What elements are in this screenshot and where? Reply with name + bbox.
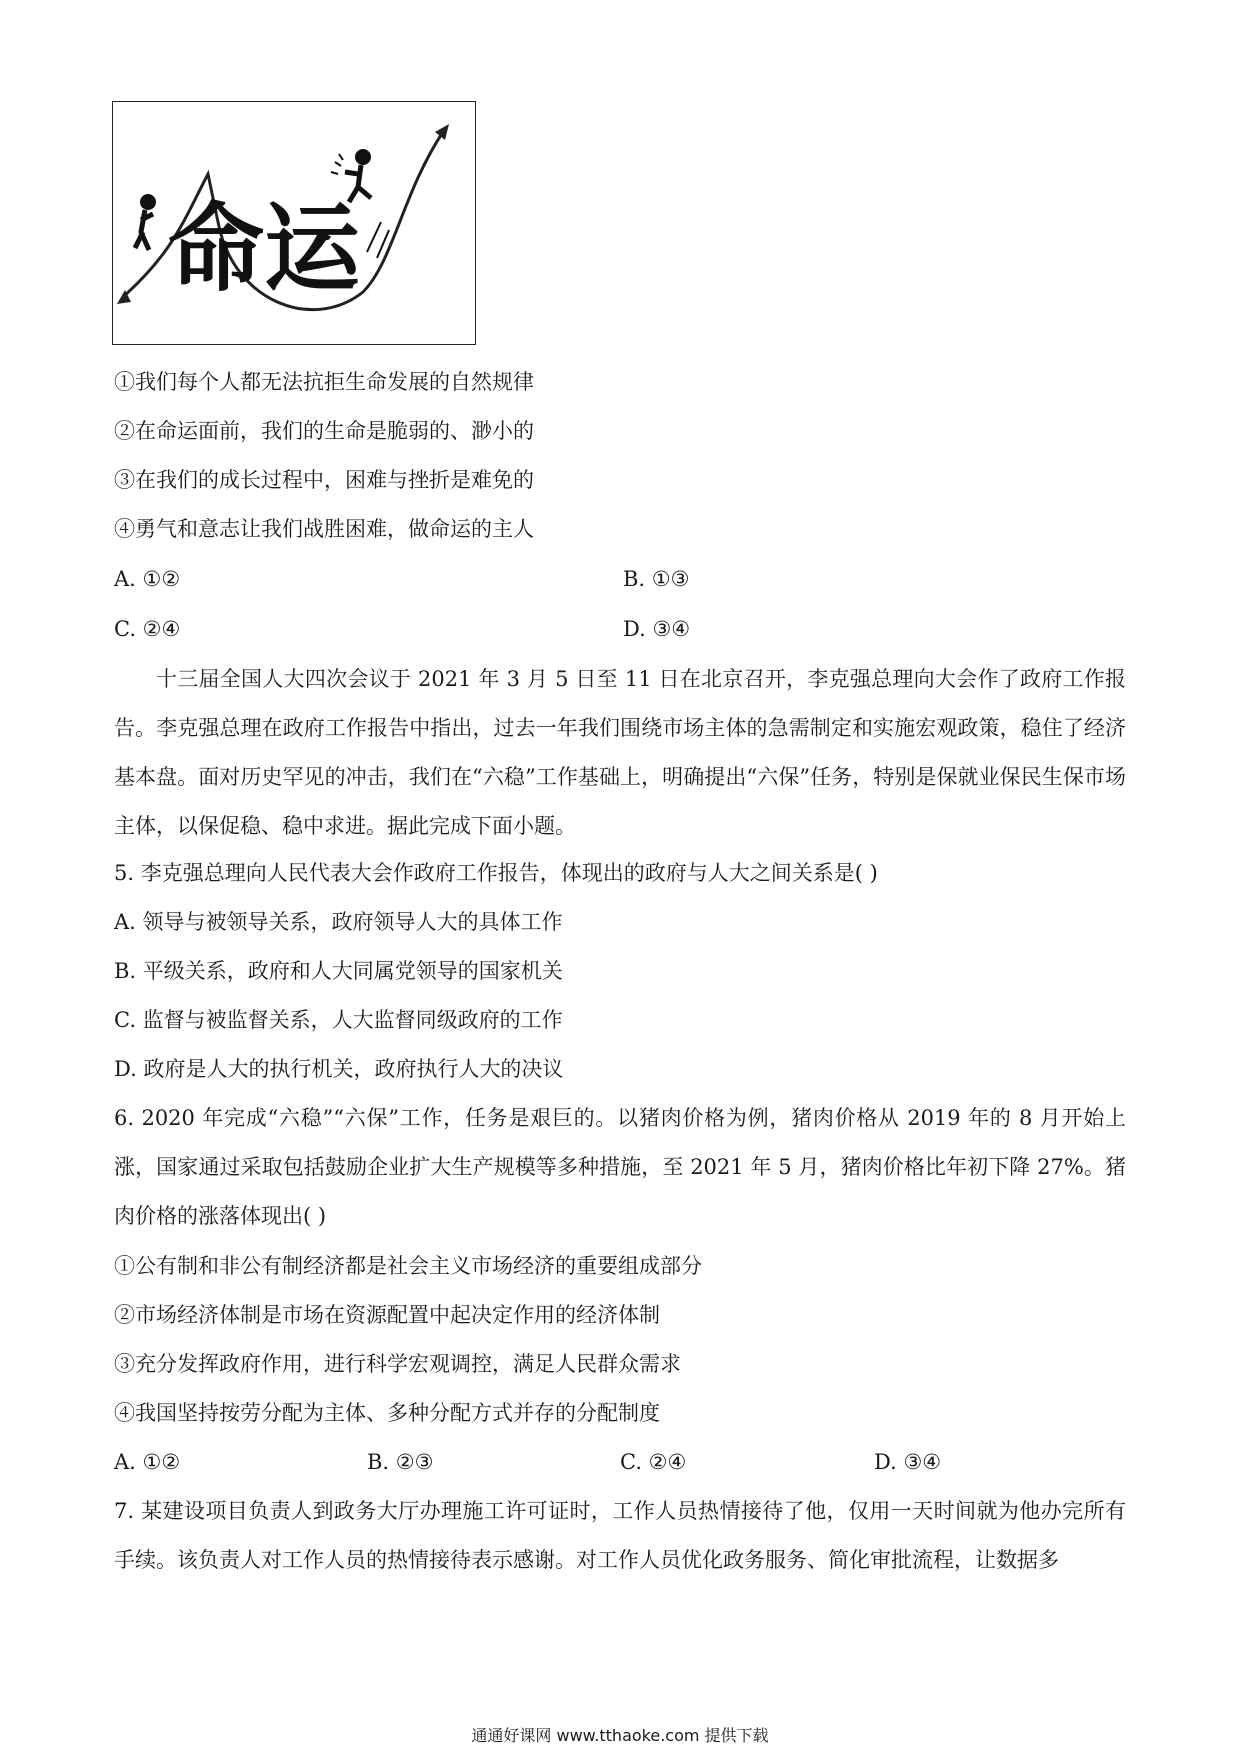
q6-option-a: A. ①② [114,1450,181,1474]
q4-option-d: D. ③④ [623,617,691,641]
q5-option-b: B. 平级关系，政府和人大同属党领导的国家机关 [114,959,563,983]
q6-option-c: C. ②④ [620,1450,687,1474]
footer-source: 通通好课网 www.tthaoke.com 提供下载 [471,1726,769,1745]
q6-stem: 6. 2020 年完成“六稳”“六保”工作，任务是艰巨的。以猪肉价格为例，猪肉价格从 2019 年的 8 月开始上涨，国家通过采取包括鼓励企业扩大生产规模等多种措施，至 2021 年 5 月，猪肉价格比年初下降 27%。猪肉价格的涨落体现出( ) [114,1106,1126,1228]
q6-statement-2: ②市场经济体制是市场在资源配置中起决定作用的经济体制 [114,1303,660,1327]
q4-statement-2: ②在命运面前，我们的生命是脆弱的、渺小的 [114,419,534,443]
q4-option-a: A. ①② [114,567,181,591]
cartoon-drawing [113,102,475,344]
arrow-head-up [435,124,449,140]
q6-option-b: B. ②③ [367,1450,434,1474]
q7-stem: 7. 某建设项目负责人到政务大厅办理施工许可证时，工作人员热情接待了他，仅用一天时间就为他办完所有手续。该负责人对工作人员的热情接待表示感谢。对工作人员优化政务服务、简化审批流程，让数据多 [114,1499,1126,1572]
climber-left-figure [135,194,156,250]
q6-statement-4: ④我国坚持按劳分配为主体、多种分配方式并存的分配制度 [114,1401,660,1425]
material-paragraph: 十三届全国人大四次会议于 2021 年 3 月 5 日至 11 日在北京召开，李克强总理向大会作了政府工作报告。李克强总理在政府工作报告中指出，过去一年我们围绕市场主体的急需制定和实施宏观政策，稳住了经济基本盘。面对历史罕见的冲击，我们在“六稳”工作基础上，明确提出“六保”任务，特别是保就业保民生保市场主体，以保促稳、稳中求进。据此完成下面小题。 [114,667,1126,838]
q5-option-c: C. 监督与被监督关系，人大监督同级政府的工作 [114,1008,563,1032]
figure-characters: 命运 [168,193,360,305]
q5-stem: 5. 李克强总理向人民代表大会作政府工作报告，体现出的政府与人大之间关系是( ) [114,861,878,885]
q6-option-d: D. ③④ [874,1450,942,1474]
q4-statement-1: ①我们每个人都无法抗拒生命发展的自然规律 [114,370,534,394]
q6-statement-3: ③充分发挥政府作用，进行科学宏观调控，满足人民群众需求 [114,1352,681,1376]
q6-statement-1: ①公有制和非公有制经济都是社会主义市场经济的重要组成部分 [114,1254,702,1278]
q4-option-c: C. ②④ [114,617,181,641]
cartoon-figure [112,101,476,345]
q5-option-d: D. 政府是人大的执行机关，政府执行人大的决议 [114,1057,564,1081]
q4-statement-4: ④勇气和意志让我们战胜困难，做命运的主人 [114,517,534,541]
q4-statement-3: ③在我们的成长过程中，困难与挫折是难免的 [114,468,534,492]
q4-option-b: B. ①③ [623,567,690,591]
q5-option-a: A. 领导与被领导关系，政府领导人大的具体工作 [114,910,563,934]
